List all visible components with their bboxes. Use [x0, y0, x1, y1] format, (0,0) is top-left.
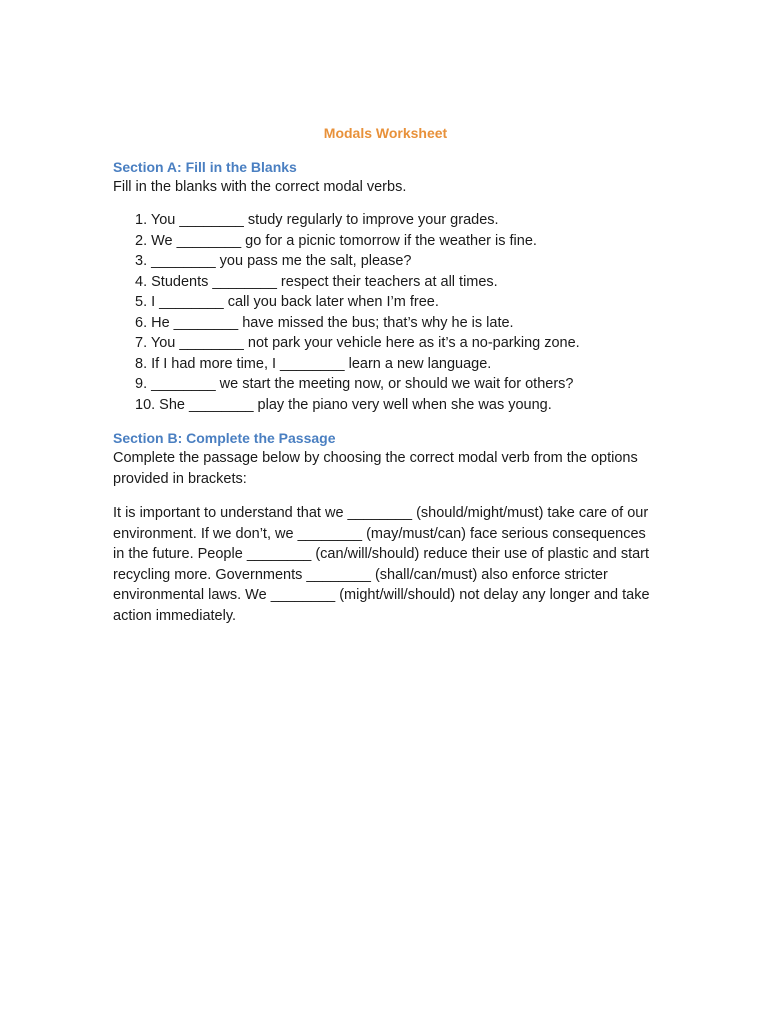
- question-item: 7. You ________ not park your vehicle here as it’s a no-parking zone.: [135, 335, 580, 351]
- section-b-heading: Section B: Complete the Passage: [113, 430, 336, 446]
- question-item: 2. We ________ go for a picnic tomorrow if the weather is fine.: [135, 232, 537, 249]
- worksheet-page: [113, 124, 658, 626]
- question-item: 1. You ________ study regularly to improve your grades.: [135, 212, 499, 228]
- question-item: 6. He ________ have missed the bus; that’s why he is late.: [135, 314, 514, 331]
- question-item: 8. If I had more time, I ________ learn a new language.: [135, 355, 492, 372]
- question-item: 4. Students ________ respect their teachers at all times.: [135, 273, 498, 290]
- question-item: 10. She ________ play the piano very well when she was young.: [135, 396, 552, 413]
- question-item: 9. ________ we start the meeting now, or should we wait for others?: [135, 376, 574, 392]
- section-b-instruction: Complete the passage below by choosing the correct modal verb from the options provided in brackets:: [113, 450, 638, 487]
- section-a-instruction: Fill in the blanks with the correct modal verbs.: [113, 179, 407, 195]
- worksheet-title: Modals Worksheet: [323, 125, 448, 141]
- question-list: [113, 210, 658, 415]
- section-b-passage: It is important to understand that we ________ (should/might/must) take care of our environment. If we don’t, we ________ (may/must/can) face serious consequences in the future. People ________ (can/will/should) reduce their use of plastic and start recycling more. Governments ________ (shall/can/must) also enforce stricter environmental laws. We ________ (might/will/should) not delay any longer and take action immediately.: [113, 505, 650, 624]
- section-a-heading: Section A: Fill in the Blanks: [113, 159, 297, 175]
- question-item: 3. ________ you pass me the salt, please?: [135, 253, 412, 269]
- question-item: 5. I ________ call you back later when I’m free.: [135, 294, 439, 310]
